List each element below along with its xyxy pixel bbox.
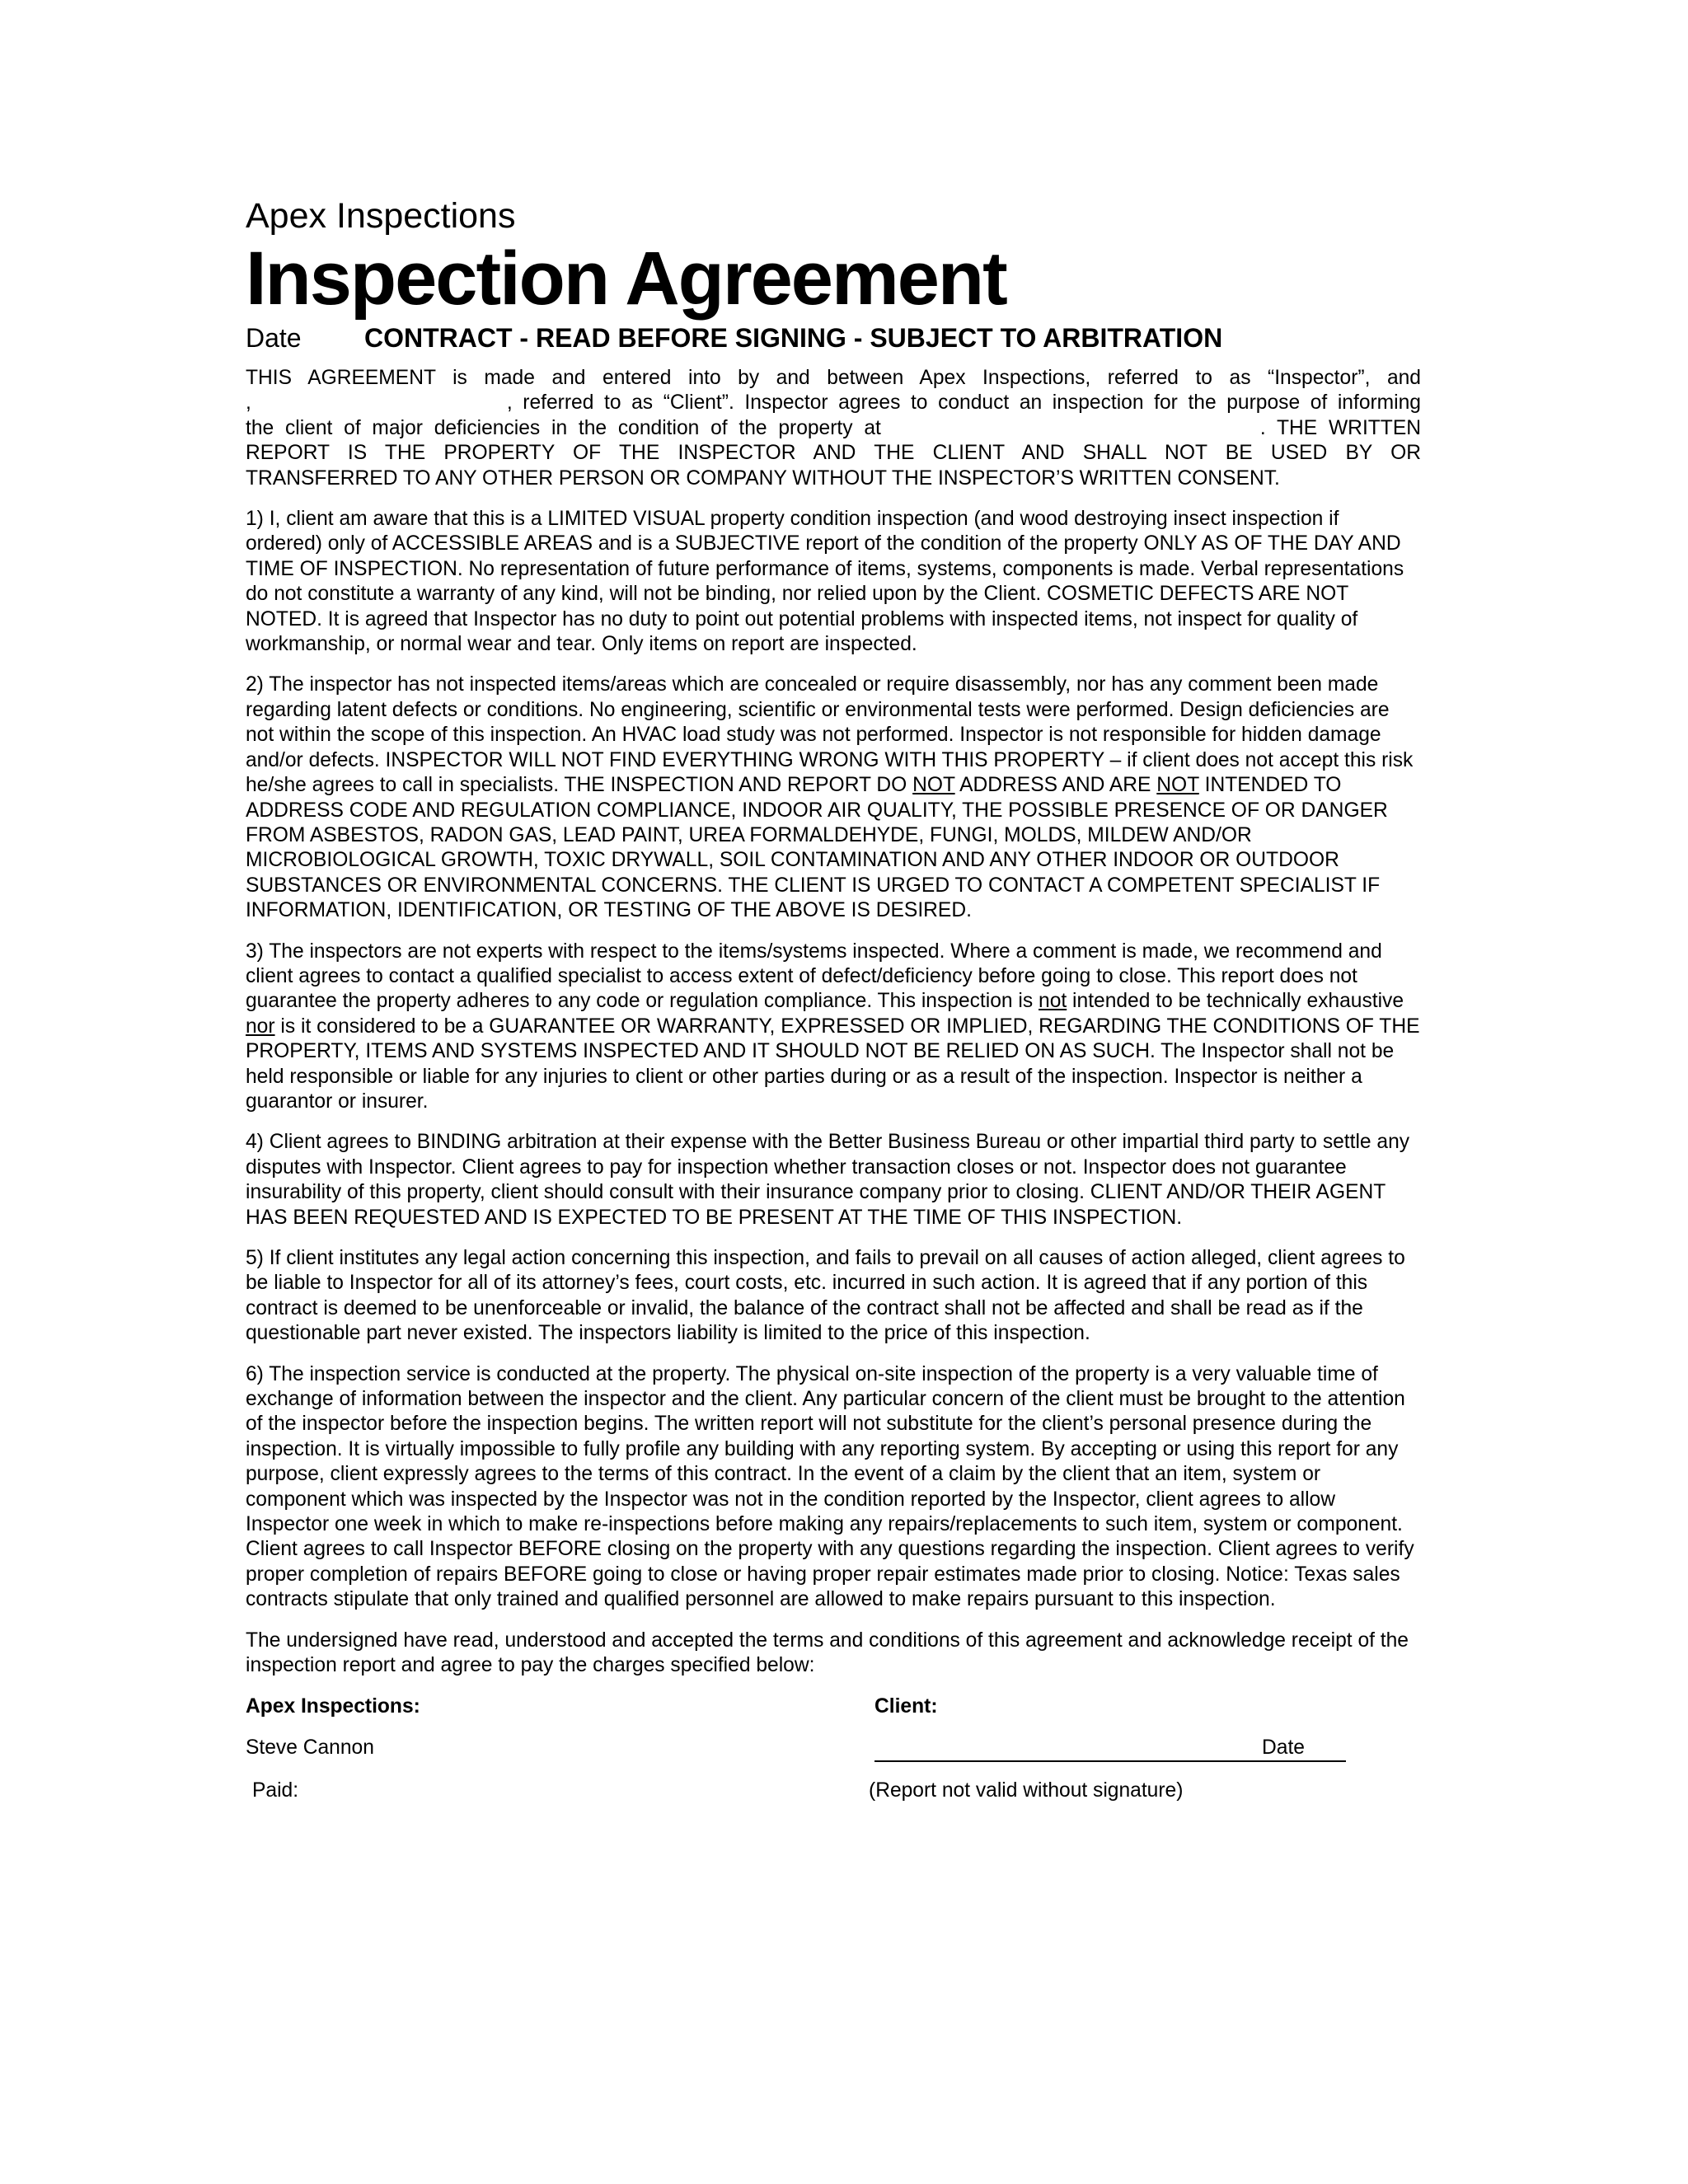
- header-date-label: Date: [246, 323, 302, 353]
- agreement-page: [246, 194, 1421, 1821]
- subtitle-row: [246, 321, 1421, 354]
- clause-2-underline-not-1: NOT: [912, 774, 955, 797]
- intro-line-3: [246, 416, 1421, 441]
- clause-3-text-c: is it considered to be a GUARANTEE OR WARRANTY, EXPRESSED OR IMPLIED, REGARDING THE CONDITIONS OF THE PROPERTY, ITEMS AND SYSTEMS INSPECTED AND IT SHOULD NOT BE RELIED ON AS SUCH. The Inspector shall not be held responsible or liable for any injuries to client or other parties during or as a result of the inspection. Inspector is neither a guarantor or insurer.: [246, 1015, 1420, 1113]
- intro-line-4: REPORT IS THE PROPERTY OF THE INSPECTOR AND THE CLIENT AND SHALL NOT BE USED BY OR: [246, 442, 1421, 465]
- clause-3-text-a: 3) The inspectors are not experts with respect to the items/systems inspected. Where a comment is made, we recommend and client agrees to contact a qualified specialist to access extent of defect/deficiency before going to close. This report does not guarantee the property adheres to any code or regulation compliance. This inspection is: [246, 940, 1382, 1013]
- clause-2-text-b: ADDRESS AND ARE: [954, 774, 1157, 797]
- signature-labels-row: [246, 1694, 1421, 1719]
- contract-notice: CONTRACT - READ BEFORE SIGNING - SUBJECT TO ARBITRATION: [364, 323, 1223, 353]
- client-signature-line[interactable]: [874, 1737, 1262, 1762]
- client-signature-label: Client:: [874, 1694, 938, 1718]
- clause-2-underline-not-2: NOT: [1156, 774, 1199, 797]
- intro-line-2-text: , referred to as “Client”. Inspector agrees to conduct an inspection for the purpose of informing: [506, 391, 1421, 415]
- clause-6: 6) The inspection service is conducted at the property. The physical on-site inspection of the property is a very valuable time of exchange of information between the inspector and the client. Any particular concern of the client must be brought to the attention of the inspector before the inspection begins. The written report will not substitute for the client’s personal presence during the inspection. It is virtually impossible to fully profile any building with any reporting system. By accepting or using this report for any purpose, client expressly agrees to the terms of this contract. In the event of a claim by the client that an item, system or component which was inspected by the Inspector was not in the condition reported by the Inspector, client agrees to allow Inspector one week in which to make re-inspections before making any repairs/replacements to such item, system or component. Client agrees to call Inspector BEFORE closing on the property with any questions regarding the inspection. Client agrees to verify proper completion of repairs BEFORE going to close or having proper repair estimates made prior to closing. Notice: Texas sales contracts stipulate that only trained and qualified personnel are allowed to make repairs pursuant to this inspection.: [246, 1362, 1414, 1611]
- clause-5: 5) If client institutes any legal action concerning this inspection, and fails to prevail on all causes of action alleged, client agrees to be liable to Inspector for all of its attorney’s fees, court costs, etc. incurred in such action. It is agreed that if any portion of this contract is deemed to be unenforceable or invalid, the balance of the contract shall not be affected and shall be read as if the questionable part never existed. The inspectors liability is limited to the price of this inspection.: [246, 1247, 1405, 1345]
- intro-paragraph: [246, 366, 1421, 491]
- document-title: Inspection Agreement: [246, 237, 1006, 321]
- clause-4: 4) Client agrees to BINDING arbitration at their expense with the Better Business Bureau or other impartial third party to settle any disputes with Inspector. Client agrees to pay for inspection whether transaction closes or not. Inspector does not guarantee insurability of this property, client should consult with their insurance company prior to closing. CLIENT AND/OR THEIR AGENT HAS BEEN REQUESTED AND IS EXPECTED TO BE PRESENT AT THE TIME OF THIS INSPECTION.: [246, 1131, 1410, 1229]
- clause-3-underline-nor: nor: [246, 1015, 275, 1038]
- company-signature-label: Apex Inspections:: [246, 1694, 420, 1718]
- intro-line-5: TRANSFERRED TO ANY OTHER PERSON OR COMPANY WITHOUT THE INSPECTOR’S WRITTEN CONSENT.: [246, 466, 1280, 490]
- signature-validity-note: (Report not valid without signature): [869, 1779, 1184, 1802]
- client-date-field[interactable]: [1262, 1736, 1346, 1762]
- inspector-name: Steve Cannon: [246, 1736, 374, 1759]
- clause-3-text-b: intended to be technically exhaustive: [1067, 990, 1404, 1013]
- intro-line-2: [246, 391, 1421, 415]
- payment-row: [246, 1779, 1421, 1803]
- clause-2-text-c: INTENDED TO ADDRESS CODE AND REGULATION COMPLIANCE, INDOOR AIR QUALITY, THE POSSIBLE PRESENCE OF OR DANGER FROM ASBESTOS, RADON GAS, LEAD PAINT, UREA FORMALDEHYDE, FUNGI, MOLDS, MILDEW AND/OR MICROBIOLOGICAL GROWTH, TOXIC DRYWALL, SOIL CONTAMINATION AND ANY OTHER INDOOR OR OUTDOOR SUBSTANCES OR ENVIRONMENTAL CONCERNS. THE CLIENT IS URGED TO CONTACT A COMPETENT SPECIALIST IF INFORMATION, IDENTIFICATION, OR TESTING OF THE ABOVE IS DESIRED.: [246, 774, 1388, 922]
- clause-3-underline-not: not: [1039, 990, 1067, 1013]
- clause-3: [246, 940, 1421, 1115]
- intro-line-3-text: the client of major deficiencies in the condition of the property at: [246, 416, 881, 439]
- client-signature-block: [874, 1736, 1346, 1762]
- company-name: Apex Inspections: [246, 196, 516, 236]
- clause-2-text-a: 2) The inspector has not inspected items/areas which are concealed or require disassembly, nor has any comment been made regarding latent defects or conditions. No engineering, scientific or environmental tests were performed. Design deficiencies are not within the scope of this inspection. An HVAC load study was not performed. Inspector is not responsible for hidden damage and/or defects. INSPECTOR WILL NOT FIND EVERYTHING WRONG WITH THIS PROPERTY – if client does not accept this risk he/she agrees to call in specialists. THE INSPECTION AND REPORT DO: [246, 673, 1414, 797]
- client-date-label: Date: [1262, 1736, 1305, 1759]
- clause-1: 1) I, client am aware that this is a LIMITED VISUAL property condition inspection (and wood destroying insect inspection if ordered) only of ACCESSIBLE AREAS and is a SUBJECTIVE report of the condition of the property ONLY AS OF THE DAY AND TIME OF INSPECTION. No representation of future performance of items, systems, components is made. Verbal representations do not constitute a warranty of any kind, will not be binding, nor relied upon by the Client. COSMETIC DEFECTS ARE NOT NOTED. It is agreed that Inspector has no duty to point out potential problems with inspected items, not inspect for quality of workmanship, or normal wear and tear. Only items on report are inspected.: [246, 508, 1404, 656]
- client-name-blank-start: ,: [246, 391, 251, 415]
- closing-statement: The undersigned have read, understood and accepted the terms and conditions of this agreement and acknowledge receipt of the inspection report and agree to pay the charges specified below:: [246, 1629, 1409, 1677]
- signature-names-row: [246, 1736, 1421, 1762]
- intro-line-3-end: . THE WRITTEN: [1259, 416, 1421, 439]
- paid-label: Paid:: [252, 1779, 299, 1802]
- intro-line-1: THIS AGREEMENT is made and entered into by and between Apex Inspections, referred to as “Inspector”, and: [246, 367, 1421, 389]
- clause-2: [246, 673, 1421, 923]
